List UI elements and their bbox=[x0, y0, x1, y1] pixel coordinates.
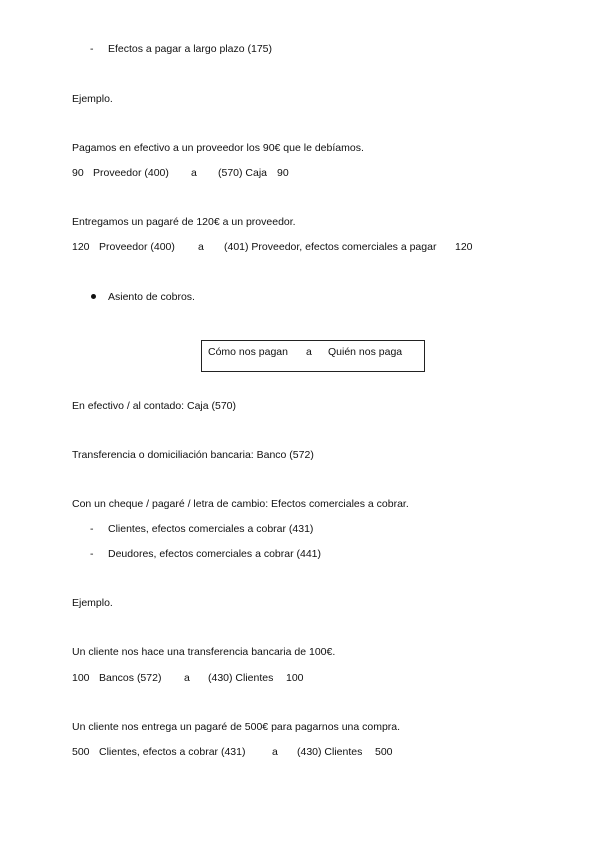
bullet-asiento-cobros: Asiento de cobros. bbox=[108, 291, 195, 303]
paragraph-efectivo: En efectivo / al contado: Caja (570) bbox=[72, 400, 237, 412]
list-dash: - bbox=[90, 548, 94, 560]
example-heading: Ejemplo. bbox=[72, 597, 113, 609]
entry-amount-credit: 90 bbox=[277, 167, 289, 179]
entry-amount-debit: 120 bbox=[72, 241, 90, 253]
entry-separator: a bbox=[191, 167, 197, 179]
entry-credit-account: (570) Caja bbox=[218, 167, 268, 179]
entry-amount-credit: 100 bbox=[286, 672, 304, 684]
entry-debit-account: Clientes, efectos a cobrar (431) bbox=[99, 746, 246, 758]
list-item-efectos-largo: Efectos a pagar a largo plazo (175) bbox=[108, 43, 273, 55]
bullet-dot-icon bbox=[91, 294, 96, 299]
entry-separator: a bbox=[272, 746, 278, 758]
rule-box bbox=[201, 340, 425, 372]
entry-credit-account: (401) Proveedor, efectos comerciales a pagar bbox=[224, 241, 437, 253]
list-dash: - bbox=[90, 523, 94, 535]
entry-debit-account: Proveedor (400) bbox=[93, 167, 169, 179]
entry-amount-credit: 500 bbox=[375, 746, 393, 758]
entry-credit-account: (430) Clientes bbox=[297, 746, 363, 758]
list-item-clientes-efectos: Clientes, efectos comerciales a cobrar (431) bbox=[108, 523, 314, 535]
paragraph-transferencia: Transferencia o domiciliación bancaria: Banco (572) bbox=[72, 449, 314, 461]
entry-separator: a bbox=[198, 241, 204, 253]
paragraph-cliente-transferencia: Un cliente nos hace una transferencia bancaria de 100€. bbox=[72, 646, 336, 658]
entry-amount-debit: 500 bbox=[72, 746, 90, 758]
paragraph-cliente-pagare: Un cliente nos entrega un pagaré de 500€ para pagarnos una compra. bbox=[72, 721, 401, 733]
box-left-text: Cómo nos pagan bbox=[208, 346, 288, 358]
entry-credit-account: (430) Clientes bbox=[208, 672, 274, 684]
paragraph-cheque: Con un cheque / pagaré / letra de cambio: Efectos comerciales a cobrar. bbox=[72, 498, 409, 510]
list-dash: - bbox=[90, 43, 94, 55]
entry-amount-credit: 120 bbox=[455, 241, 473, 253]
paragraph-entregamos: Entregamos un pagaré de 120€ a un proveedor. bbox=[72, 216, 296, 228]
entry-separator: a bbox=[184, 672, 190, 684]
list-item-deudores-efectos: Deudores, efectos comerciales a cobrar (441) bbox=[108, 548, 322, 560]
entry-debit-account: Bancos (572) bbox=[99, 672, 162, 684]
entry-debit-account: Proveedor (400) bbox=[99, 241, 175, 253]
box-right-text: Quién nos paga bbox=[328, 346, 403, 358]
box-separator: a bbox=[306, 346, 312, 358]
example-heading: Ejemplo. bbox=[72, 93, 113, 105]
entry-amount-debit: 90 bbox=[72, 167, 84, 179]
paragraph-pagamos: Pagamos en efectivo a un proveedor los 90€ que le debíamos. bbox=[72, 142, 364, 154]
entry-amount-debit: 100 bbox=[72, 672, 90, 684]
